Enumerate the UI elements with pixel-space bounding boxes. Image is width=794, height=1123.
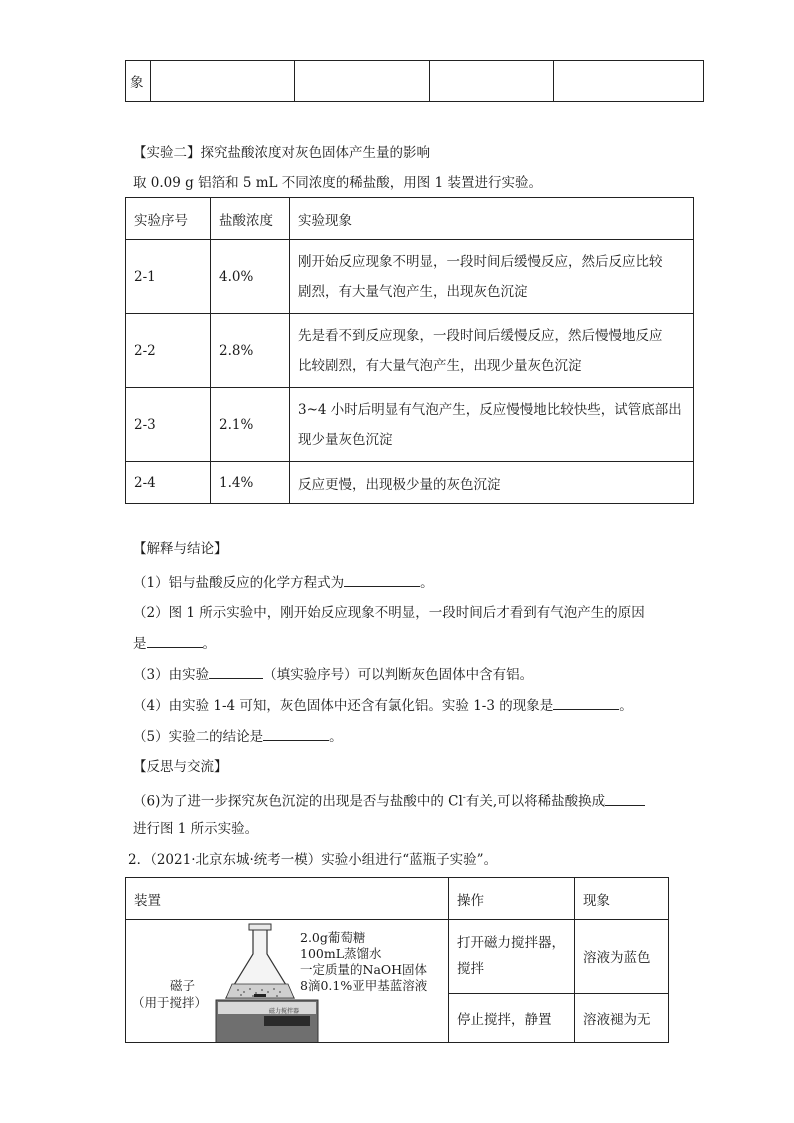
conclusion-heading: 【解释与结论】 xyxy=(133,541,228,557)
question-5 xyxy=(133,726,343,747)
table-row xyxy=(126,388,694,462)
table-row xyxy=(126,462,694,504)
stirrer-label: 磁子 xyxy=(170,978,196,993)
q1-end: 。 xyxy=(420,575,434,591)
question-3 xyxy=(133,664,533,685)
top-table-cell xyxy=(295,61,430,102)
question-2: （2）图 1 所示实验中，刚开始反应现象不明显，一段时间后才看到有气泡产生的原因 xyxy=(133,605,645,621)
row-phenomenon xyxy=(290,462,694,504)
table-row xyxy=(126,920,669,994)
reflection-heading: 【反思与交流】 xyxy=(133,759,228,775)
reagent-label: 8滴0.1%亚甲基蓝溶液 xyxy=(300,978,428,993)
top-table-cell xyxy=(151,61,295,102)
q4-text: （4）由实验 1-4 可知，灰色固体中还含有氯化铝。实验 1-3 的现象是 xyxy=(133,698,554,714)
top-table-cell xyxy=(430,61,554,102)
answer-blank[interactable] xyxy=(344,572,420,587)
problem-2-table xyxy=(125,877,669,1043)
question-6 xyxy=(133,788,645,812)
phenomenon-line: 现少量灰色沉淀 xyxy=(298,431,393,448)
q4-end: 。 xyxy=(619,698,633,714)
phenomenon-line: 反应更慢，出现极少量的灰色沉淀 xyxy=(298,476,501,493)
operation-line: 搅拌 xyxy=(457,961,484,978)
phenomenon-line: 比较剧烈，有大量气泡产生，出现少量灰色沉淀 xyxy=(298,357,582,374)
row-conc: 1.4% xyxy=(211,462,290,504)
table-header: 现象 xyxy=(575,878,669,920)
exp2-table xyxy=(125,197,694,504)
operation-cell: 停止搅拌，静置 xyxy=(449,993,575,1042)
answer-blank[interactable] xyxy=(147,633,203,648)
row-id: 2-4 xyxy=(126,462,211,504)
device-plate: 磁力搅拌器 xyxy=(269,1008,300,1015)
row-phenomenon xyxy=(290,314,694,388)
top-table-cell xyxy=(554,61,704,102)
table-header: 盐酸浓度 xyxy=(211,198,290,240)
q3-pre: （3）由实验 xyxy=(133,667,210,683)
operation-cell xyxy=(449,920,575,994)
table-header-row xyxy=(126,878,669,920)
row-id: 2-3 xyxy=(126,388,211,462)
stirrer-top xyxy=(218,1002,316,1014)
q2-end: 。 xyxy=(202,636,216,652)
q6-sup: - xyxy=(462,793,466,803)
stirrer-plate xyxy=(264,1016,310,1026)
top-table-label: 象 xyxy=(126,61,151,102)
operation-line: 打开磁力搅拌器， xyxy=(457,935,565,952)
phenomenon-line: 刚开始反应现象不明显，一段时间后缓慢反应，然后反应比较 xyxy=(298,253,663,270)
table-header: 实验序号 xyxy=(126,198,211,240)
reagent-label: 2.0g葡萄糖 xyxy=(300,930,366,945)
reagent-list xyxy=(300,930,427,994)
result-cell: 溶液为蓝色 xyxy=(575,920,669,994)
q6-text: （6)为了进一步探究灰色沉淀的出现是否与盐酸中的 Cl xyxy=(133,793,463,810)
problem-2-intro: 2．（2021·北京东城·统考一模）实验小组进行“蓝瓶子实验”。 xyxy=(128,852,498,868)
row-phenomenon xyxy=(290,240,694,314)
question-2-cont xyxy=(133,633,216,654)
row-conc: 4.0% xyxy=(211,240,290,314)
q5-end: 。 xyxy=(329,729,343,745)
phenomenon-line: 剧烈，有大量气泡产生，出现灰色沉淀 xyxy=(298,283,528,300)
phenomenon-line: 先是看不到反应现象，一段时间后缓慢反应，然后慢慢地反应 xyxy=(298,327,663,344)
table-header: 装置 xyxy=(126,878,449,920)
stir-bar-icon xyxy=(254,994,266,997)
phenomenon-line: 3~4 小时后明显有气泡产生，反应慢慢地比较快些，试管底部出 xyxy=(298,401,682,418)
top-table xyxy=(125,60,704,102)
table-header: 实验现象 xyxy=(290,198,694,240)
q5-text: （5）实验二的结论是 xyxy=(133,729,264,745)
exp2-heading: 【实验二】探究盐酸浓度对灰色固体产生量的影响 xyxy=(133,145,430,161)
row-conc: 2.1% xyxy=(211,388,290,462)
answer-blank[interactable] xyxy=(605,791,645,806)
result-cell: 溶液褪为无 xyxy=(575,993,669,1042)
table-row xyxy=(126,314,694,388)
stirrer-note: （用于搅拌） xyxy=(132,995,208,1010)
reagent-label: 100mL蒸馏水 xyxy=(300,946,382,961)
flask-stopper xyxy=(249,924,271,930)
apparatus-figure xyxy=(126,920,448,1042)
table-header: 操作 xyxy=(449,878,575,920)
question-1 xyxy=(133,572,434,593)
table-header-row xyxy=(126,198,694,240)
apparatus-cell xyxy=(126,920,449,1043)
q2-cont: 是 xyxy=(133,636,147,652)
q6-text2: 有关,可以将稀盐酸换成 xyxy=(465,793,606,810)
row-id: 2-2 xyxy=(126,314,211,388)
row-phenomenon xyxy=(290,388,694,462)
q3-post: （填实验序号）可以判断灰色固体中含有铝。 xyxy=(263,667,534,683)
table-row xyxy=(126,240,694,314)
answer-blank[interactable] xyxy=(553,695,619,710)
answer-blank[interactable] xyxy=(263,726,329,741)
question-4 xyxy=(133,695,633,716)
q1-text: （1）铝与盐酸反应的化学方程式为 xyxy=(133,575,345,591)
exp2-intro: 取 0.09 g 铝箔和 5 mL 不同浓度的稀盐酸，用图 1 装置进行实验。 xyxy=(133,175,542,191)
question-6-cont: 进行图 1 所示实验。 xyxy=(133,821,259,837)
row-id: 2-1 xyxy=(126,240,211,314)
reagent-label: 一定质量的NaOH固体 xyxy=(300,962,428,977)
answer-blank[interactable] xyxy=(209,664,263,679)
row-conc: 2.8% xyxy=(211,314,290,388)
